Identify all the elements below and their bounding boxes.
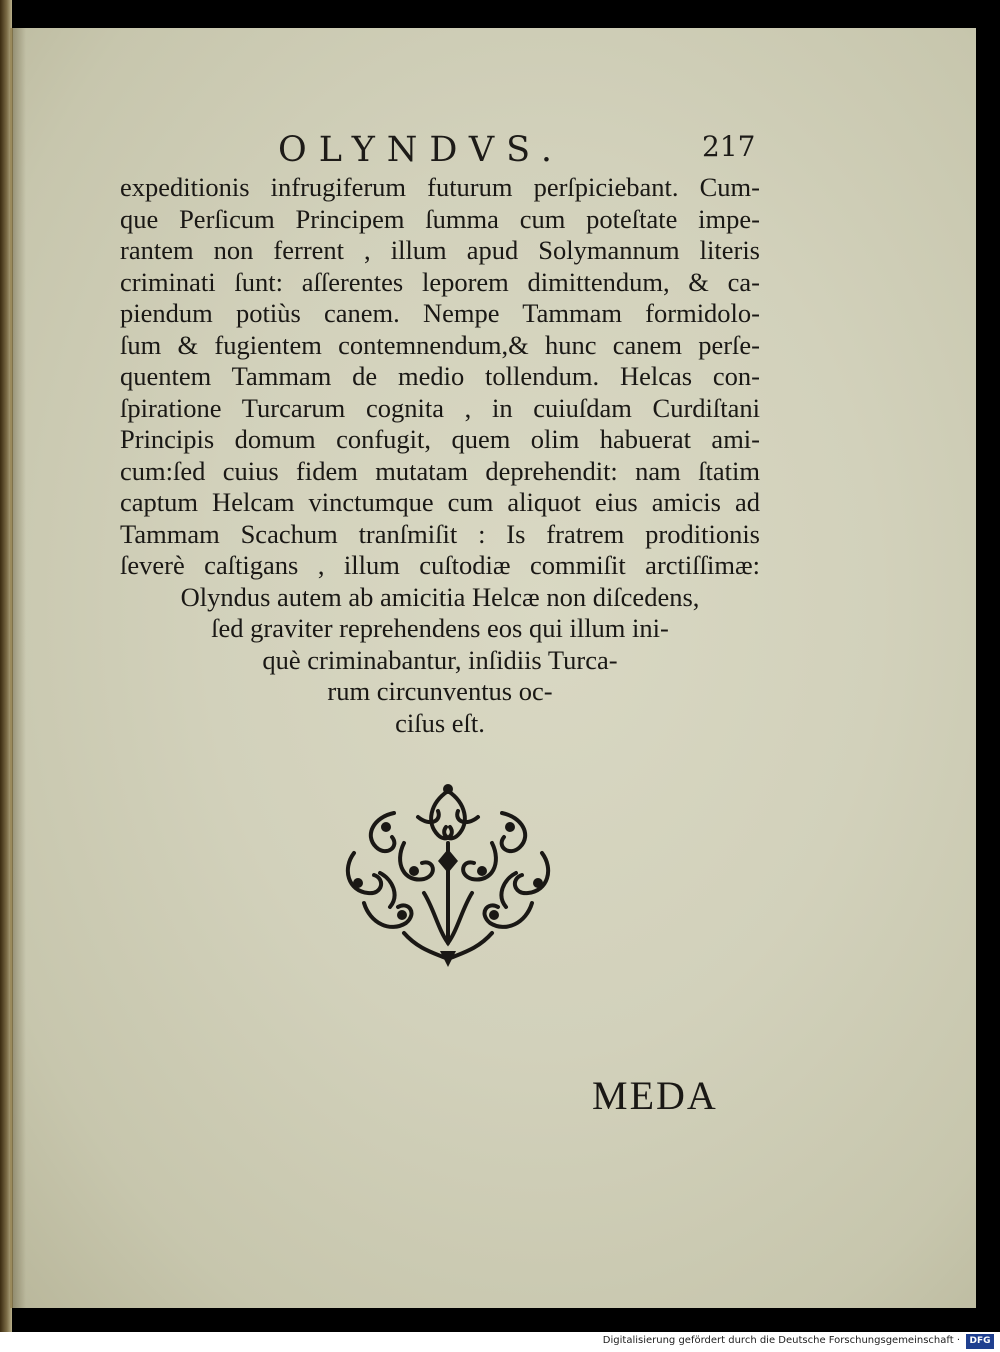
text-line: ſeverè caſtigans , illum cuſtodiæ commiſit arctiſſimæ:: [120, 550, 760, 580]
tail-line: què criminabantur, inſidiis Turca-: [262, 644, 618, 675]
tail-line: rum circunventus oc-: [327, 676, 553, 706]
text-line: criminati ſunt: aſſerentes leporem dimittendum, & ca-: [120, 266, 760, 297]
text-line: ſum & fugientem contemnendum,& hunc canem perſe-: [120, 329, 760, 360]
dfg-logo[interactable]: DFG: [966, 1334, 994, 1349]
page-header: [0, 120, 1000, 180]
text-line: Tammam Scachum tranſmiſit : Is fratrem proditionis: [120, 518, 760, 549]
text-line: que Perſicum Principem ſumma cum poteſtate impe-: [120, 203, 760, 234]
floral-tailpiece-ornament-icon: [334, 783, 562, 969]
funding-credit-bar: [0, 1332, 1000, 1352]
running-title: OLYNDVS.: [278, 130, 565, 170]
page-gutter-shadow: [12, 28, 26, 1308]
tail-line: ciſus eſt.: [395, 707, 485, 738]
text-line: rantem non ferrent , illum apud Solymannum literis: [120, 235, 760, 265]
page-number: 217: [702, 130, 756, 163]
tail-line: ſed graviter reprehendens eos qui illum ini-: [211, 613, 669, 643]
text-line: quentem Tammam de medio tollendum. Helcas con-: [120, 361, 760, 391]
text-line: expeditionis infrugiferum futurum perſpiciebant. Cum-: [120, 172, 760, 202]
text-line: cum:ſed cuius fidem mutatam deprehendit: nam ſtatim: [120, 455, 760, 486]
text-line: Principis domum confugit, quem olim habuerat ami-: [120, 424, 760, 454]
text-line: piendum potiùs canem. Nempe Tammam formidolo-: [120, 298, 760, 328]
funding-credit-text: Digitalisierung gefördert durch die Deutsche Forschungsgemeinschaft ·: [602, 1335, 960, 1346]
body-text: [120, 172, 760, 739]
text-line: ſpiratione Turcarum cognita , in cuiuſdam Curdiſtani: [120, 392, 760, 423]
tail-line: Olyndus autem ab amicitia Helcæ non diſcedens,: [180, 581, 700, 612]
text-line: captum Helcam vinctumque cum aliquot eius amicis ad: [120, 487, 760, 517]
catchword: MEDA: [592, 1073, 718, 1118]
